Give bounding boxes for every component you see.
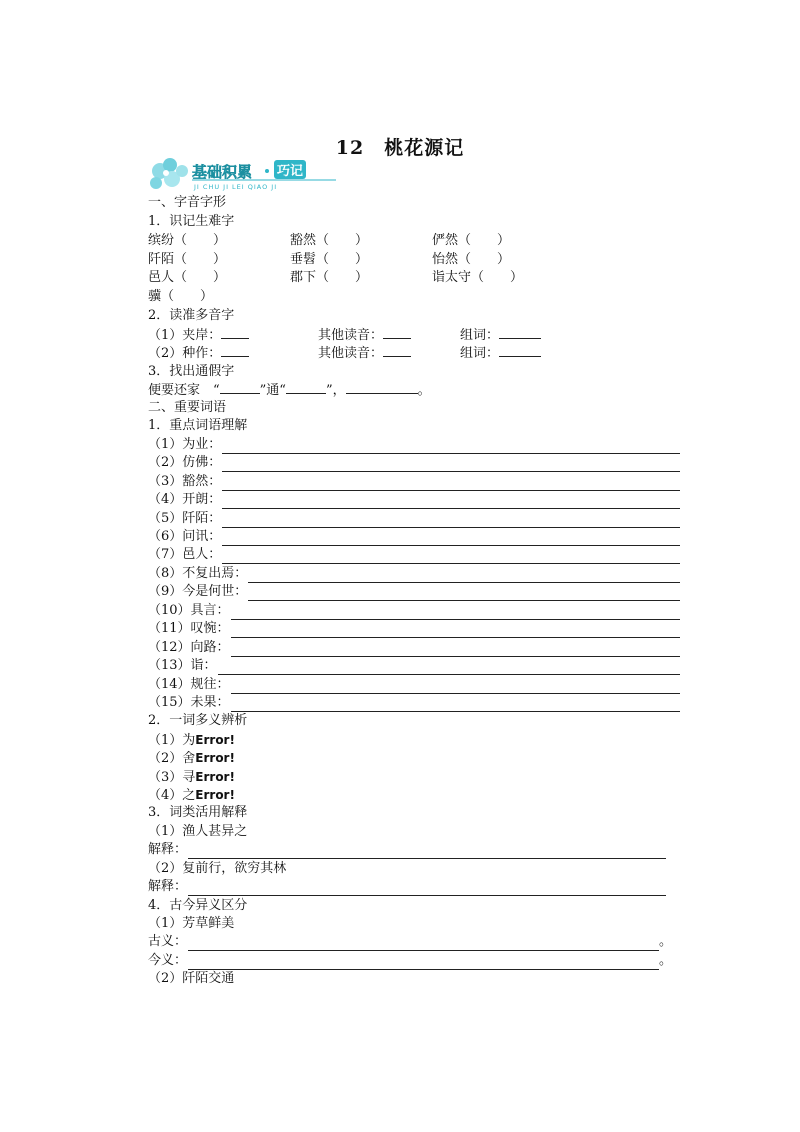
vocab-item: （9）今是何世： xyxy=(148,583,680,601)
char-item: 邑人（ ） xyxy=(148,270,227,285)
answer-line[interactable] xyxy=(188,845,666,859)
section-banner-logo xyxy=(146,155,346,193)
answer-line[interactable] xyxy=(222,495,680,509)
answer-line[interactable] xyxy=(231,624,680,638)
polyphone-other: 其他读音： xyxy=(318,326,411,345)
error-text: Error! xyxy=(195,733,235,747)
polysemy-item: （4）之Error! xyxy=(148,788,235,803)
vocab-item: （13）诣： xyxy=(148,657,680,675)
usage-sentence: （1）渔人甚异之 xyxy=(148,824,248,839)
answer-line[interactable] xyxy=(188,937,659,951)
tongjia-line: 便要还家 “ ”通“ ”， 。 xyxy=(148,383,431,398)
polyphone-other: 其他读音： xyxy=(318,344,411,363)
vocab-item: （1）为业： xyxy=(148,436,680,454)
char-item: 豁然（ ） xyxy=(290,233,369,248)
char-item: 郡下（ ） xyxy=(290,270,369,285)
usage-explain: 解释： xyxy=(148,841,666,859)
char-item: 怡然（ ） xyxy=(432,252,511,267)
answer-line[interactable] xyxy=(188,882,666,896)
answer-blank[interactable] xyxy=(383,344,411,357)
vocab-item: （11）叹惋： xyxy=(148,620,680,638)
flower-icon xyxy=(150,158,188,189)
usage-explain: 解释： xyxy=(148,878,666,896)
answer-line[interactable] xyxy=(222,532,680,546)
ancient-modern-item: （2）阡陌交通 xyxy=(148,971,235,986)
vocab-item: （10）具言： xyxy=(148,602,680,620)
page-title: 12 桃花源记 xyxy=(335,137,465,159)
polyphone-word: （2）种作： xyxy=(148,344,249,363)
char-item: 骥（ ） xyxy=(148,289,214,304)
answer-blank[interactable] xyxy=(383,326,411,339)
answer-blank[interactable] xyxy=(346,381,418,394)
q5-heading: 2．一词多义辨析 xyxy=(148,713,248,728)
vocab-item: （15）未果： xyxy=(148,694,680,712)
polysemy-item: （2）舍Error! xyxy=(148,751,235,766)
polysemy-item: （3）寻Error! xyxy=(148,770,235,785)
vocab-item: （8）不复出焉： xyxy=(148,565,680,583)
ancient-modern-item: （1）芳草鲜美 xyxy=(148,916,235,931)
char-item: 缤纷（ ） xyxy=(148,233,227,248)
answer-line[interactable] xyxy=(222,477,680,491)
vocab-item: （3）豁然： xyxy=(148,473,680,491)
q6-heading: 3．词类活用解释 xyxy=(148,805,248,820)
banner-heading: 基础积累 xyxy=(192,163,253,181)
section-heading-1: 一、字音字形 xyxy=(148,195,227,210)
polyphone-word: （1）夹岸： xyxy=(148,326,249,345)
error-text: Error! xyxy=(195,788,235,802)
char-item: 俨然（ ） xyxy=(432,233,511,248)
answer-line[interactable] xyxy=(222,458,680,472)
vocab-item: （2）仿佛： xyxy=(148,454,680,472)
vocab-item: （5）阡陌： xyxy=(148,510,680,528)
answer-line[interactable] xyxy=(188,956,659,970)
answer-line[interactable] xyxy=(222,550,680,564)
modern-meaning: 今义： 。 xyxy=(148,953,672,968)
answer-line[interactable] xyxy=(248,569,680,583)
answer-blank[interactable] xyxy=(286,381,326,394)
ancient-meaning: 古义： 。 xyxy=(148,934,672,949)
answer-blank[interactable] xyxy=(499,344,541,357)
polysemy-item: （1）为Error! xyxy=(148,733,235,748)
polyphone-group: 组词： xyxy=(460,344,541,363)
usage-sentence: （2）复前行，欲穷其林 xyxy=(148,861,287,876)
answer-line[interactable] xyxy=(231,643,680,657)
q4-heading: 1．重点词语理解 xyxy=(148,418,248,433)
banner-pinyin: JI CHU JI LEI QIAO JI xyxy=(194,183,278,191)
section-heading-2: 二、重要词语 xyxy=(148,400,227,415)
answer-blank[interactable] xyxy=(220,381,260,394)
polyphone-group: 组词： xyxy=(460,326,541,345)
answer-line[interactable] xyxy=(222,440,680,454)
answer-line[interactable] xyxy=(248,587,680,601)
char-item: 阡陌（ ） xyxy=(148,252,227,267)
answer-line[interactable] xyxy=(218,661,680,675)
banner-badge: 巧记 xyxy=(277,164,304,179)
vocab-item: （4）开朗： xyxy=(148,491,680,509)
error-text: Error! xyxy=(195,770,235,784)
answer-blank[interactable] xyxy=(499,326,541,339)
vocab-item: （12）向路： xyxy=(148,639,680,657)
answer-line[interactable] xyxy=(222,514,680,528)
char-item: 诣太守（ ） xyxy=(432,270,524,285)
char-item: 垂髫（ ） xyxy=(290,252,369,267)
q3-heading: 3．找出通假字 xyxy=(148,364,235,379)
error-text: Error! xyxy=(195,751,235,765)
q7-heading: 4．古今异义区分 xyxy=(148,898,248,913)
vocab-item: （7）邑人： xyxy=(148,546,680,564)
answer-blank[interactable] xyxy=(221,344,249,357)
answer-line[interactable] xyxy=(231,698,680,712)
answer-line[interactable] xyxy=(231,606,680,620)
answer-line[interactable] xyxy=(231,680,680,694)
vocab-item: （6）问讯： xyxy=(148,528,680,546)
q2-heading: 2．读准多音字 xyxy=(148,308,235,323)
vocab-item: （14）规往： xyxy=(148,676,680,694)
answer-blank[interactable] xyxy=(221,326,249,339)
q1-heading: 1．识记生难字 xyxy=(148,214,235,229)
